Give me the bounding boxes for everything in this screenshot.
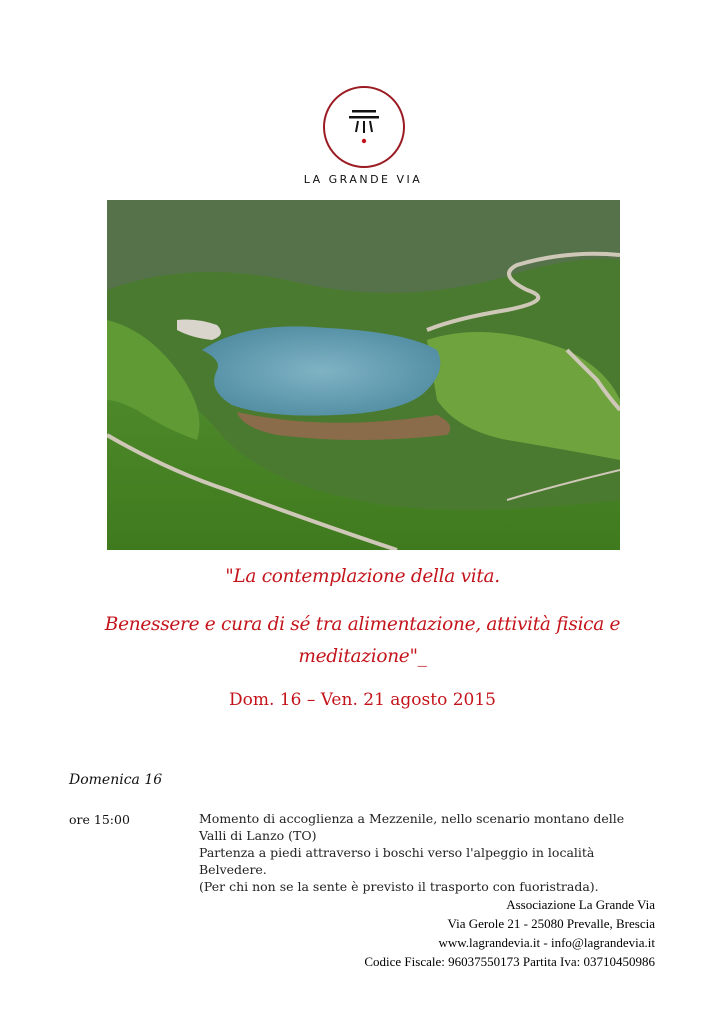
footer-org: Associazione La Grande Via — [506, 897, 655, 912]
organization-footer — [364, 895, 655, 971]
logo-mark-icon — [323, 86, 405, 168]
schedule-line-2: Partenza a piedi attraverso i boschi verso l'alpeggio in località Belvedere. — [199, 845, 595, 877]
schedule-description — [199, 810, 649, 895]
event-title-line-3: meditazione"_ — [298, 646, 427, 667]
event-dates: Dom. 16 – Ven. 21 agosto 2015 — [228, 690, 496, 710]
footer-contacts: www.lagrandevia.it - info@lagrandevia.it — [438, 935, 655, 950]
event-title-line-1: "La contemplazione della vita. — [225, 566, 500, 587]
footer-fiscal: Codice Fiscale: 96037550173 Partita Iva: 03710450986 — [364, 954, 655, 969]
schedule-time: ore 15:00 — [69, 812, 130, 827]
footer-address: Via Gerole 21 - 25080 Prevalle, Brescia — [447, 916, 655, 931]
event-title-line-2: Benessere e cura di sé tra alimentazione, attività fisica e — [104, 614, 621, 635]
schedule-line-3: (Per chi non se la sente è previsto il trasporto con fuoristrada). — [199, 879, 599, 894]
schedule-day: Domenica 16 — [69, 772, 163, 788]
mountain-lake-photo — [107, 200, 620, 550]
schedule-line-1: Momento di accoglienza a Mezzenile, nello scenario montano delle Valli di Lanzo (TO) — [199, 811, 625, 843]
logo-wordmark: LA GRANDE VIA — [303, 173, 423, 186]
